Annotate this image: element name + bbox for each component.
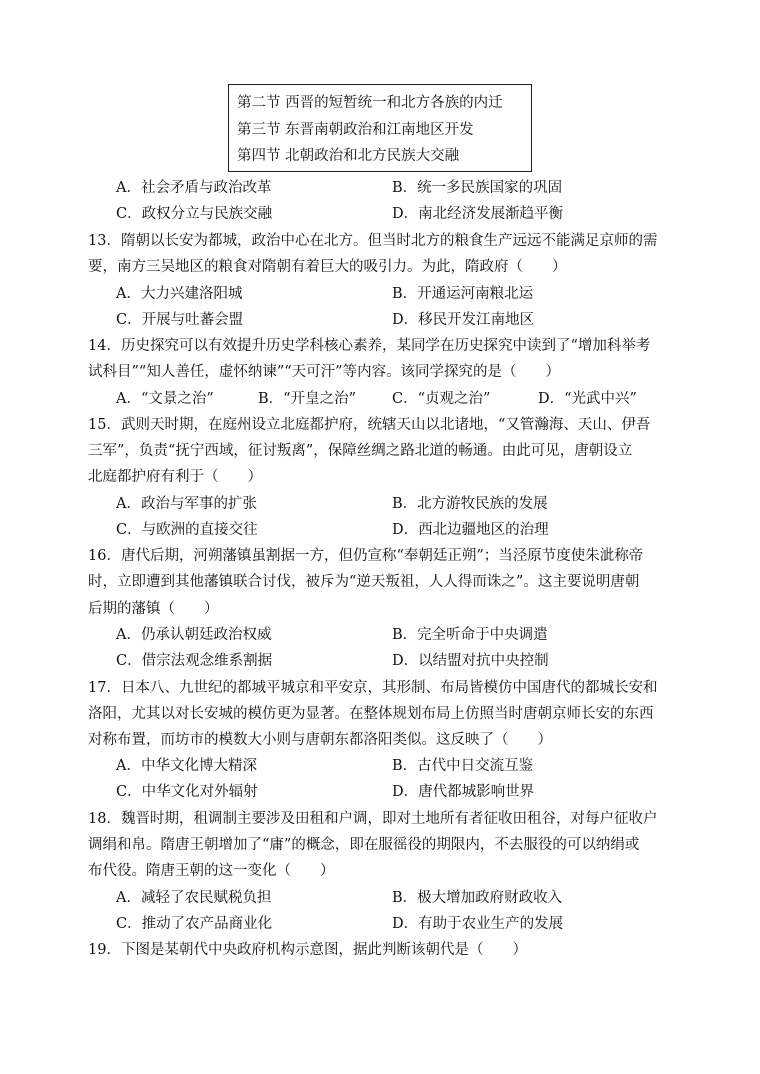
q14-stem-line: 14．历史探究可以有效提升历史学科核心素养，某同学在历史探究中读到了“增加科举考: [88, 338, 651, 354]
q13-option-a: A．大力兴建洛阳城: [116, 286, 243, 302]
q17-option-a: A．中华文化博大精深: [116, 758, 257, 774]
q16-option-b: B．完全听命于中央调遣: [392, 627, 548, 643]
q17-stem-line: 洛阳，尤其以对长安城的模仿更为显著。在整体规划布局上仿照当时唐朝京师长安的东西: [88, 706, 654, 722]
section-list-box: [228, 84, 532, 172]
q19-stem-line: 19．下图是某朝代中央政府机构示意图，据此判断该朝代是（ ）: [88, 942, 527, 958]
q18-stem-line: 调绢和帛。隋唐王朝增加了“庸”的概念，即在服徭役的期限内，不去服役的可以纳绢或: [88, 837, 640, 853]
q15-option-a: A．政治与军事的扩张: [116, 496, 257, 512]
q12-option-b: B．统一多民族国家的巩固: [392, 180, 563, 196]
q16-option-d: D．以结盟对抗中央控制: [392, 653, 549, 669]
q15-stem-line: 北庭都护府有利于（ ）: [88, 469, 262, 485]
q15-stem-line: 15．武则天时期，在庭州设立北庭都护府，统辖天山以北诸地，“又管瀚海、天山、伊吾: [88, 417, 651, 433]
q14-option-a: A．“文景之治”: [116, 391, 214, 407]
q18-option-c: C．推动了农产品商业化: [116, 916, 273, 932]
q18-option-b: B．极大增加政府财政收入: [392, 890, 563, 906]
section-line: 第四节 北朝政治和北方民族大交融: [237, 148, 460, 164]
q14-option-d: D．“光武中兴”: [538, 391, 637, 407]
q17-option-d: D．唐代都城影响世界: [392, 784, 535, 800]
q16-option-c: C．借宗法观念维系割据: [116, 653, 273, 669]
q15-option-b: B．北方游牧民族的发展: [392, 496, 548, 512]
q16-option-a: A．仍承认朝廷政治权威: [116, 627, 272, 643]
q13-stem-line: 13．隋朝以长安为都城，政治中心在北方。但当时北方的粮食生产远远不能满足京师的需: [88, 233, 658, 249]
section-line: 第三节 东晋南朝政治和江南地区开发: [237, 122, 474, 138]
q16-stem-line: 16．唐代后期，河朔藩镇虽割据一方，但仍宣称“奉朝廷正朔”；当泾原节度使朱泚称帝: [88, 548, 644, 564]
q18-stem-line: 布代役。隋唐王朝的这一变化（ ）: [88, 863, 335, 879]
q13-stem-line: 要，南方三吴地区的粮食对隋朝有着巨大的吸引力。为此，隋政府（ ）: [88, 259, 567, 275]
q17-option-c: C．中华文化对外辐射: [116, 784, 258, 800]
q14-stem-line: 试科目”“知人善任，虚怀纳谏”“天可汗”等内容。该同学探究的是（ ）: [88, 364, 561, 380]
q15-stem-line: 三军”，负责“抚宁西域，征讨叛离”，保障丝绸之路北道的畅通。由此可见，唐朝设立: [88, 443, 633, 459]
q16-stem-line: 时，立即遭到其他藩镇联合讨伐，被斥为“逆天叛祖，人人得而诛之”。这主要说明唐朝: [88, 574, 640, 590]
q18-option-a: A．减轻了农民赋税负担: [116, 890, 272, 906]
q18-option-d: D．有助于农业生产的发展: [392, 916, 564, 932]
section-line: 第二节 西晋的短暂统一和北方各族的内迁: [237, 95, 503, 111]
q12-option-c: C．政权分立与民族交融: [116, 206, 273, 222]
q13-option-c: C．开展与吐蕃会盟: [116, 312, 244, 328]
q18-stem-line: 18．魏晋时期，租调制主要涉及田租和户调，即对土地所有者征收田租谷，对每户征收户: [88, 811, 658, 827]
q17-option-b: B．古代中日交流互鉴: [392, 758, 534, 774]
q16-stem-line: 后期的藩镇（ ）: [88, 601, 219, 617]
q13-option-d: D．移民开发江南地区: [392, 312, 535, 328]
q12-option-a: A．社会矛盾与政治改革: [116, 180, 272, 196]
q12-option-d: D．南北经济发展渐趋平衡: [392, 206, 564, 222]
q15-option-d: D．西北边疆地区的治理: [392, 522, 549, 538]
q17-stem-line: 对称布置，而坊市的模数大小则与唐朝东都洛阳类似。这反映了（ ）: [88, 732, 552, 748]
q13-option-b: B．开通运河南粮北运: [392, 286, 534, 302]
q14-option-c: C．“贞观之治”: [392, 391, 491, 407]
q15-option-c: C．与欧洲的直接交往: [116, 522, 258, 538]
q14-option-b: B．“开皇之治”: [258, 391, 356, 407]
q17-stem-line: 17．日本八、九世纪的都城平城京和平安京，其形制、布局皆模仿中国唐代的都城长安和: [88, 680, 658, 696]
